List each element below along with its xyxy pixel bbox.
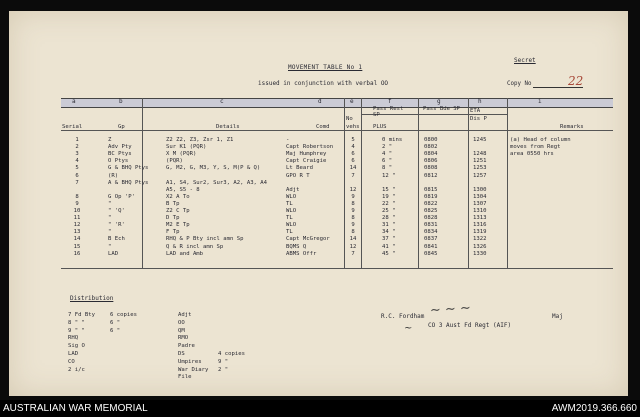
pass-bde-cell: 0845 xyxy=(424,250,438,257)
distribution-recipient: Sig O xyxy=(68,343,85,350)
serial-cell: 3 xyxy=(75,151,79,158)
distribution-copies: 6 copies xyxy=(110,312,137,318)
distribution-recipient: 8 " " xyxy=(68,319,85,326)
eta-cell: 1326 xyxy=(473,243,487,250)
details-cell: X2 A To xyxy=(166,193,190,200)
vehs-cell: 8 xyxy=(351,200,355,207)
distribution-copies: 9 " xyxy=(218,358,229,365)
distribution-copies: 4 copies xyxy=(218,351,245,357)
pass-bde-cell: 0815 xyxy=(424,186,438,193)
gp-cell: B Ech xyxy=(108,236,125,243)
col-letter-h: h xyxy=(478,98,482,105)
distribution-recipient: LAD xyxy=(68,351,79,357)
gp-cell: LAD xyxy=(108,250,119,257)
col-letter-i: i xyxy=(538,98,542,105)
distribution-recipient: Adjt xyxy=(178,312,192,318)
footer-accession-number: AWM2019.366.660 xyxy=(551,403,637,414)
col-header-details: Details xyxy=(216,124,240,130)
table-row xyxy=(0,229,640,236)
gp-cell: (R) xyxy=(108,172,119,179)
details-cell: A5, S5 - 8 xyxy=(166,186,200,193)
distribution-recipient: Umpires xyxy=(178,358,202,365)
table-row xyxy=(0,180,640,187)
comd-cell: WLO xyxy=(286,193,297,200)
col-header-pass-bde-sp: Pass Bde SP xyxy=(423,106,461,112)
vehs-cell: 6 xyxy=(351,151,355,158)
eta-cell: 1253 xyxy=(473,165,487,172)
distribution-title: Distribution xyxy=(70,295,114,302)
col-letter-g: g xyxy=(437,98,441,105)
pass-rest-cell: 34 " xyxy=(382,229,396,236)
gp-cell: A & BHQ Ptys xyxy=(108,179,149,186)
gp-cell: " 'Q' xyxy=(108,208,125,214)
footer-bar xyxy=(0,400,640,417)
handwritten-signature-mark: ~ ~ ~ xyxy=(429,300,472,319)
distribution-recipient: QM xyxy=(178,327,185,334)
pass-rest-cell: 12 " xyxy=(382,172,396,179)
vehs-cell: 8 xyxy=(351,229,355,236)
comd-cell: Capt Robertson xyxy=(286,144,334,151)
comd-cell: Maj Humphrey xyxy=(286,151,327,158)
table-row xyxy=(0,208,640,215)
distribution-recipient: File xyxy=(178,374,192,381)
details-cell: Sur K1 (PQR) xyxy=(166,144,207,151)
gp-cell: " xyxy=(108,229,112,236)
pass-rest-cell: 41 " xyxy=(382,243,396,250)
serial-cell: 12 xyxy=(73,222,81,229)
col-letter-e: e xyxy=(350,98,354,105)
table-row xyxy=(0,144,640,151)
eta-cell: 1310 xyxy=(473,208,487,214)
vehs-cell: 12 xyxy=(349,243,357,250)
comd-cell: WLO xyxy=(286,222,297,229)
distribution-recipient: CO xyxy=(68,358,75,365)
gp-cell: Adv Pty xyxy=(108,144,132,151)
eta-cell: 1322 xyxy=(473,236,487,243)
table-row xyxy=(0,158,640,165)
table-row xyxy=(0,173,640,180)
details-cell: X M (PQR) xyxy=(166,151,197,158)
eta-cell: 1319 xyxy=(473,229,487,236)
serial-cell: 6 xyxy=(75,172,79,179)
col-header-plus: PLUS xyxy=(373,124,387,130)
col-header-serial: Serial xyxy=(62,124,83,130)
pass-rest-cell: 19 " xyxy=(382,193,396,200)
comd-cell: Capt McGregor xyxy=(286,236,330,243)
pass-bde-cell: 0804 xyxy=(424,151,438,158)
eta-cell: 1245 xyxy=(473,137,487,143)
remarks-cell: area 0550 hrs xyxy=(510,151,554,158)
gp-cell: " xyxy=(108,200,112,207)
gp-cell: BC Ptys xyxy=(108,151,132,158)
header-bottom-rule xyxy=(61,130,613,131)
eta-cell: 1304 xyxy=(473,193,487,200)
eta-cell: 1257 xyxy=(473,172,487,179)
details-cell: B Tp xyxy=(166,200,180,207)
table-row xyxy=(0,165,640,172)
table-row xyxy=(0,151,640,158)
distribution-recipient: RHQ xyxy=(68,335,79,342)
col-letter-c: c xyxy=(220,98,224,105)
pass-rest-cell: 28 " xyxy=(382,215,396,222)
comd-cell: - xyxy=(286,137,290,143)
pass-bde-cell: 0822 xyxy=(424,200,438,207)
details-cell: D Tp xyxy=(166,215,180,222)
vehs-cell: 9 xyxy=(351,193,355,200)
table-row xyxy=(0,222,640,229)
comd-cell: Capt Craigie xyxy=(286,158,327,165)
distribution-recipient: War Diary xyxy=(178,366,209,373)
table-row xyxy=(0,251,640,258)
pass-bde-cell: 0834 xyxy=(424,229,438,236)
serial-cell: 13 xyxy=(73,229,81,236)
pass-bde-cell: 0819 xyxy=(424,193,438,200)
pass-bde-cell: 0806 xyxy=(424,158,438,165)
pass-rest-cell: 25 " xyxy=(382,208,396,214)
comd-cell: TL xyxy=(286,200,293,207)
comd-cell: WLO xyxy=(286,208,297,214)
eta-cell: 1316 xyxy=(473,222,487,229)
document-title: MOVEMENT TABLE No 1 xyxy=(288,64,363,71)
pass-rest-cell: 37 " xyxy=(382,236,396,243)
pass-bde-cell: 0828 xyxy=(424,215,438,222)
distribution-copies: 2 " xyxy=(218,366,229,373)
pass-bde-cell: 0825 xyxy=(424,208,438,214)
comd-cell: Adjt xyxy=(286,186,300,193)
distribution-recipient: 7 Fd Bty xyxy=(68,312,95,318)
col-header-eta: ETA xyxy=(470,108,481,114)
details-cell: Z2 Z2, Z3, Zsr 1, Z1 xyxy=(166,137,234,143)
vehs-cell: 5 xyxy=(351,137,355,143)
table-row xyxy=(0,187,640,194)
gp-cell: " xyxy=(108,215,112,222)
pass-rest-cell: 31 " xyxy=(382,222,396,229)
gp-cell: G Op 'P' xyxy=(108,193,135,200)
comd-cell: TL xyxy=(286,229,293,236)
secret-marking: Secret xyxy=(514,57,536,64)
table-row xyxy=(0,236,640,243)
pass-rest-cell: 8 " xyxy=(382,165,393,172)
comd-cell: GPO R T xyxy=(286,172,310,179)
serial-cell: 5 xyxy=(75,165,79,172)
vehs-cell: 6 xyxy=(351,158,355,165)
serial-cell: 11 xyxy=(73,215,81,222)
col-header-remarks: Remarks xyxy=(560,124,584,130)
comd-cell: BQMS Q xyxy=(286,243,307,250)
details-cell: RHQ & P Bty incl amn Sp xyxy=(166,236,244,243)
pass-rest-cell: 4 " xyxy=(382,151,393,158)
serial-cell: 10 xyxy=(73,208,81,214)
details-cell: G, M2, G, M3, Y, S, M(P & Q) xyxy=(166,165,261,172)
col-letter-d: d xyxy=(318,98,322,105)
distribution-recipient: 2 i/c xyxy=(68,366,85,373)
pass-rest-cell: 22 " xyxy=(382,200,396,207)
serial-cell: 14 xyxy=(73,236,81,243)
distribution-copies: 6 " xyxy=(110,327,121,334)
distribution-recipient: DS xyxy=(178,351,185,357)
col-header-comd: Comd xyxy=(316,124,330,130)
eta-cell: 1307 xyxy=(473,200,487,207)
distribution-copies: 6 " xyxy=(110,319,121,326)
pass-bde-cell: 0837 xyxy=(424,236,438,243)
pass-bde-cell: 0808 xyxy=(424,165,438,172)
serial-cell: 16 xyxy=(73,250,81,257)
table-row xyxy=(0,244,640,251)
remarks-cell: moves from Regt xyxy=(510,144,561,151)
pass-rest-cell: 45 " xyxy=(382,250,396,257)
table-row xyxy=(0,201,640,208)
comd-cell: TL xyxy=(286,215,293,222)
comd-cell: ABMS Offr xyxy=(286,250,317,257)
pass-bde-cell: 0812 xyxy=(424,172,438,179)
copy-number-label: Copy No xyxy=(507,81,532,87)
distribution-recipient: 9 " " xyxy=(68,327,85,334)
table-row xyxy=(0,194,640,201)
details-cell: F Tp xyxy=(166,229,180,236)
vehs-cell: 4 xyxy=(351,144,355,151)
details-cell: M2 E Tp xyxy=(166,222,190,229)
col-header-dis-p: Dis P xyxy=(470,116,487,122)
signatory-name: R.C. Fordham xyxy=(381,313,425,320)
col-letter-f: f xyxy=(388,98,392,105)
vehs-cell: 14 xyxy=(349,236,357,243)
details-cell: Z2 C Tp xyxy=(166,208,190,214)
distribution-recipient: RMO xyxy=(178,335,189,342)
serial-cell: 2 xyxy=(75,144,79,151)
table-bottom-rule xyxy=(61,268,613,269)
pass-rest-cell: 0 mins xyxy=(382,137,403,143)
vehs-cell: 12 xyxy=(349,186,357,193)
vehs-cell: 7 xyxy=(351,172,355,179)
pass-bde-cell: 0841 xyxy=(424,243,438,250)
signatory-rank: Maj xyxy=(552,313,563,320)
eta-cell: 1251 xyxy=(473,158,487,165)
eta-cell: 1313 xyxy=(473,215,487,222)
col-letter-b: b xyxy=(119,98,123,105)
vehs-cell: 9 xyxy=(351,208,355,214)
serial-cell: 1 xyxy=(75,137,79,143)
footer-institution: AUSTRALIAN WAR MEMORIAL xyxy=(3,403,148,414)
serial-cell: 4 xyxy=(75,158,79,165)
distribution-recipient: OO xyxy=(178,319,185,326)
signatory-unit: CO 3 Aust Fd Regt (AIF) xyxy=(428,322,512,329)
serial-cell: 9 xyxy=(75,200,79,207)
serial-cell: 8 xyxy=(75,193,79,200)
remarks-cell: (a) Head of column xyxy=(510,137,571,143)
gp-cell: O Ptys xyxy=(108,158,129,165)
vehs-cell: 7 xyxy=(351,250,355,257)
distribution-recipient: Padre xyxy=(178,343,195,350)
pass-rest-cell: 2 " xyxy=(382,144,393,151)
col-header-no: No xyxy=(346,116,353,122)
vehs-cell: 8 xyxy=(351,215,355,222)
eta-cell: 1330 xyxy=(473,250,487,257)
gp-cell: Z xyxy=(108,137,112,143)
pass-bde-cell: 0802 xyxy=(424,144,438,151)
eta-cell: 1248 xyxy=(473,151,487,158)
details-cell: A1, S4, Sur2, Sur3, A2, A3, A4 xyxy=(166,179,268,186)
copy-number-handwritten: 22 xyxy=(568,74,584,88)
gp-cell: " xyxy=(108,243,112,250)
table-row xyxy=(0,137,640,144)
pass-bde-cell: 0800 xyxy=(424,137,438,143)
serial-cell: 15 xyxy=(73,243,81,250)
pass-bde-cell: 0831 xyxy=(424,222,438,229)
vehs-cell: 9 xyxy=(351,222,355,229)
details-cell: LAD and Amb xyxy=(166,250,204,257)
pass-rest-cell: 15 " xyxy=(382,186,396,193)
comd-cell: Lt Beard xyxy=(286,165,313,172)
serial-cell: 7 xyxy=(75,179,79,186)
vehs-cell: 14 xyxy=(349,165,357,172)
col-header-gp: Gp xyxy=(118,124,125,130)
table-row xyxy=(0,215,640,222)
details-cell: (PQR) xyxy=(166,158,183,165)
gp-cell: G & BHQ Ptys xyxy=(108,165,149,172)
col-header-pass-rest-sp: Pass Rest SP xyxy=(373,106,404,118)
col-letter-a: a xyxy=(72,98,76,105)
column-letter-bar xyxy=(61,98,613,108)
details-cell: Q & R incl amn Sp xyxy=(166,243,224,250)
col-header-vehs: vehs xyxy=(346,124,360,130)
pass-rest-cell: 6 " xyxy=(382,158,393,165)
handwritten-initial-mark: ~ xyxy=(404,323,413,334)
document-subtitle: issued in conjunction with verbal OO xyxy=(258,80,389,87)
gp-cell: " 'R' xyxy=(108,222,125,229)
eta-cell: 1300 xyxy=(473,186,487,193)
